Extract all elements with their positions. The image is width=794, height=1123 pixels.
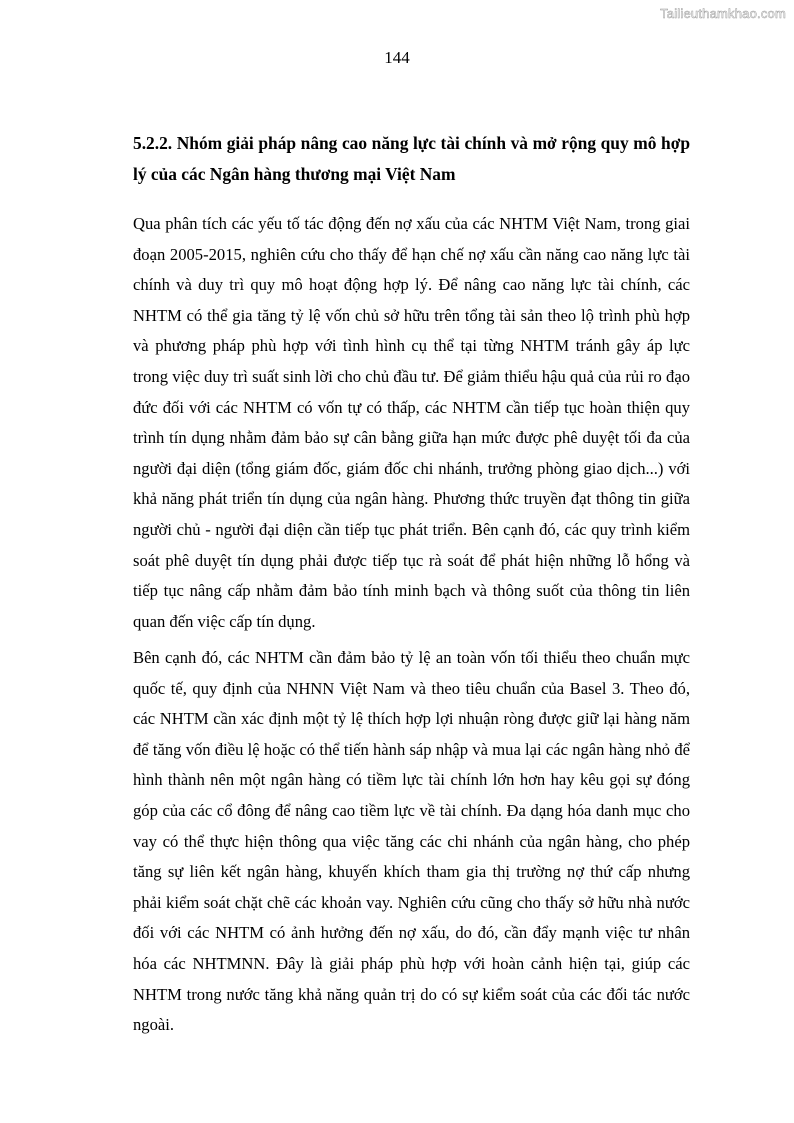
body-paragraph: Qua phân tích các yếu tố tác động đến nợ xấu của các NHTM Việt Nam, trong giai đoạn 2005-2015, nghiên cứu cho thấy để hạn chế nợ xấu cần năng cao năng lực tài chính và duy trì quy mô hoạt động hợp lý. Để nâng cao năng lực tài chính, các NHTM có thể gia tăng tỷ lệ vốn chủ sở hữu trên tổng tài sản theo lộ trình phù hợp và phương pháp phù hợp với tình hình cụ thể tại từng NHTM tránh gây áp lực trong việc duy trì suất sinh lời cho chủ đầu tư. Để giảm thiểu hậu quả của rủi ro đạo đức đối với các NHTM có vốn tự có thấp, các NHTM cần tiếp tục hoàn thiện quy trình tín dụng nhằm đảm bảo sự cân bằng giữa hạn mức được phê duyệt tối đa của người đại diện (tổng giám đốc, giám đốc chi nhánh, trưởng phòng giao dịch...) với khả năng phát triển tín dụng của ngân hàng. Phương thức truyền đạt thông tin giữa người chủ - người đại diện cần tiếp tục phát triển. Bên cạnh đó, các quy trình kiểm soát phê duyệt tín dụng phải được tiếp tục rà soát để phát hiện những lỗ hổng và tiếp tục nâng cấp nhằm đảm bảo tính minh bạch và thông suốt của thông tin liên quan đến việc cấp tín dụng. (133, 214, 690, 631)
watermark: Tailieuthamkhao.com (660, 6, 786, 21)
page-number: 144 (384, 48, 410, 67)
section-heading: 5.2.2. Nhóm giải pháp nâng cao năng lực tài chính và mở rộng quy mô hợp lý của các Ngân hàng thương mại Việt Nam (133, 133, 690, 184)
body-paragraph: Bên cạnh đó, các NHTM cần đảm bảo tỷ lệ an toàn vốn tối thiểu theo chuẩn mực quốc tế, quy định của NHNN Việt Nam và theo tiêu chuẩn của Basel 3. Theo đó, các NHTM cần xác định một tỷ lệ thích hợp lợi nhuận ròng được giữ lại hàng năm để tăng vốn điều lệ hoặc có thể tiến hành sáp nhập và mua lại các ngân hàng nhỏ để hình thành nên một ngân hàng có tiềm lực tài chính lớn hơn hay kêu gọi sự đóng góp của các cổ đông để nâng cao tiềm lực về tài chính. Đa dạng hóa danh mục cho vay có thể thực hiện thông qua việc tăng các chi nhánh của ngân hàng, cho phép tăng sự liên kết ngân hàng, khuyến khích tham gia thị trường nợ thứ cấp nhưng phải kiểm soát chặt chẽ các khoản vay. Nghiên cứu cũng cho thấy sở hữu nhà nước đối với các NHTM có ảnh hưởng đến nợ xấu, do đó, cần đẩy mạnh việc tư nhân hóa các NHTMNN. Đây là giải pháp phù hợp với hoàn cảnh hiện tại, giúp các NHTM trong nước tăng khả năng quản trị do có sự kiểm soát của các đối tác nước ngoài. (133, 648, 690, 1035)
